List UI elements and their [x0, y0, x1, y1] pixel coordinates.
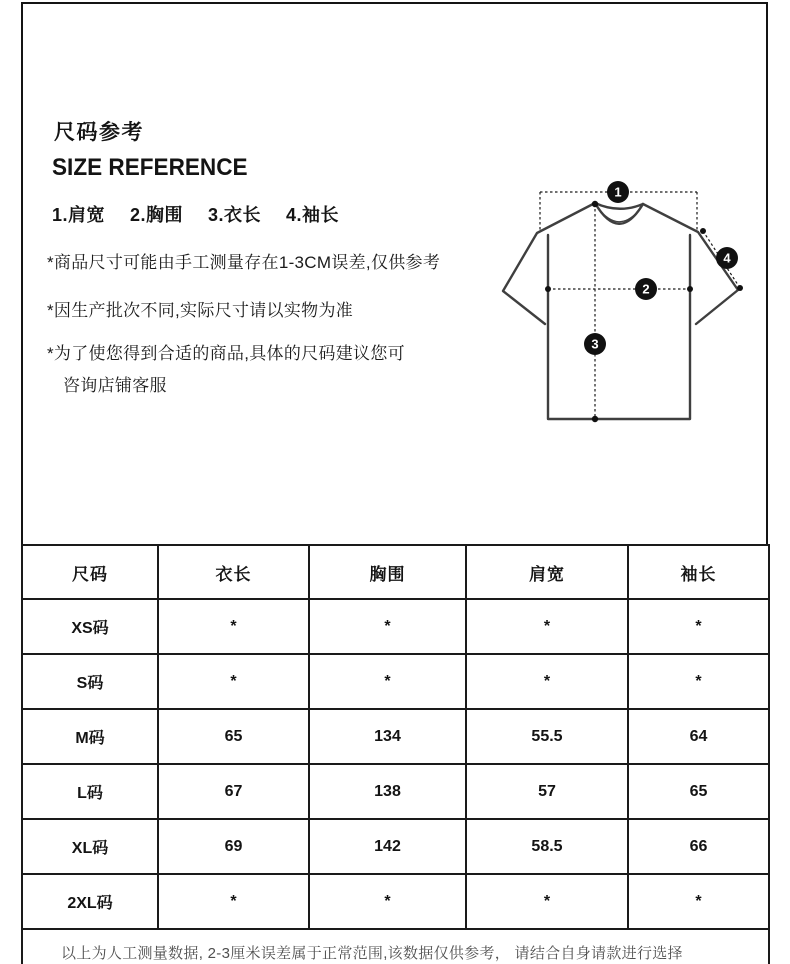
header-cell-length: 衣长: [158, 545, 309, 599]
measurement-legend-item-chest: 2.胸围: [130, 205, 184, 225]
sleeve-cell: *: [628, 599, 769, 654]
measurement-legend: [52, 201, 339, 227]
table-row-s: [22, 654, 769, 709]
shoulder-cell: 55.5: [466, 709, 628, 764]
size-table: [21, 544, 770, 964]
shoulder-cell: *: [466, 874, 628, 929]
measurement-legend-item-sleeve: 4.袖长: [286, 205, 340, 225]
sleeve-dot-bottom: [737, 285, 743, 291]
table-row-xs: [22, 599, 769, 654]
length-cell: *: [158, 874, 309, 929]
length-dot-bottom: [592, 416, 598, 422]
chest-cell: 138: [309, 764, 466, 819]
measurement-legend-item-length: 3.衣长: [208, 205, 262, 225]
chest-cell: *: [309, 599, 466, 654]
chest-cell: *: [309, 654, 466, 709]
size-cell: S码: [22, 654, 158, 709]
shoulder-cell: 57: [466, 764, 628, 819]
table-row-2xl: [22, 874, 769, 929]
sleeve-cell: 65: [628, 764, 769, 819]
shoulder-badge-number: 1: [614, 184, 622, 200]
sleeve-cell: 66: [628, 819, 769, 874]
note-batch-difference: *因生产批次不同,实际尺寸请以实物为准: [47, 301, 354, 320]
sleeve-cell: 64: [628, 709, 769, 764]
tshirt-measurement-diagram: [480, 160, 790, 450]
table-row-xl: [22, 819, 769, 874]
measurement-legend-item-shoulder: 1.肩宽: [52, 205, 106, 225]
note-contact-service-line1: *为了使您得到合适的商品,具体的尺码建议您可: [47, 344, 405, 363]
table-footnote-row: [22, 929, 769, 964]
size-cell: XS码: [22, 599, 158, 654]
size-cell: 2XL码: [22, 874, 158, 929]
chest-dot-left: [545, 286, 551, 292]
header-cell-size: 尺码: [22, 545, 158, 599]
size-table-header-row: [22, 545, 769, 599]
page-title: 尺码参考: [54, 121, 144, 144]
tshirt-body: [548, 235, 690, 419]
size-cell: XL码: [22, 819, 158, 874]
size-cell: L码: [22, 764, 158, 819]
sleeve-cell: *: [628, 874, 769, 929]
shoulder-cell: *: [466, 654, 628, 709]
note-contact-service-line2: 咨询店铺客服: [63, 376, 167, 395]
length-badge-number: 3: [591, 336, 599, 352]
length-cell: *: [158, 599, 309, 654]
header-cell-chest: 胸围: [309, 545, 466, 599]
length-cell: 69: [158, 819, 309, 874]
chest-cell: 134: [309, 709, 466, 764]
table-row-m: [22, 709, 769, 764]
sleeve-cell: *: [628, 654, 769, 709]
header-cell-shoulder: 肩宽: [466, 545, 628, 599]
size-cell: M码: [22, 709, 158, 764]
sleeve-dot-top: [700, 228, 706, 234]
table-row-l: [22, 764, 769, 819]
chest-badge-number: 2: [642, 281, 650, 297]
shoulder-cell: 58.5: [466, 819, 628, 874]
tshirt-outline: [503, 203, 738, 419]
header-cell-sleeve: 袖长: [628, 545, 769, 599]
chest-cell: *: [309, 874, 466, 929]
sleeve-badge-number: 4: [723, 250, 731, 266]
length-cell: 67: [158, 764, 309, 819]
chest-dot-right: [687, 286, 693, 292]
length-dot-top: [592, 201, 598, 207]
tshirt-collar-inner: [598, 208, 640, 222]
page-title-en: SIZE REFERENCE: [52, 154, 248, 181]
tshirt-back-neck: [595, 203, 643, 209]
length-cell: *: [158, 654, 309, 709]
note-measure-error: *商品尺寸可能由手工测量存在1-3CM误差,仅供参考: [47, 253, 441, 272]
shoulder-cell: *: [466, 599, 628, 654]
tshirt-diagram-svg: [480, 160, 790, 450]
measurement-lines: [540, 192, 740, 419]
length-cell: 65: [158, 709, 309, 764]
chest-cell: 142: [309, 819, 466, 874]
table-footnote: 以上为人工测量数据, 2-3厘米误差属于正常范围,该数据仅供参考， 请结合自身请款进行选择: [22, 929, 769, 964]
